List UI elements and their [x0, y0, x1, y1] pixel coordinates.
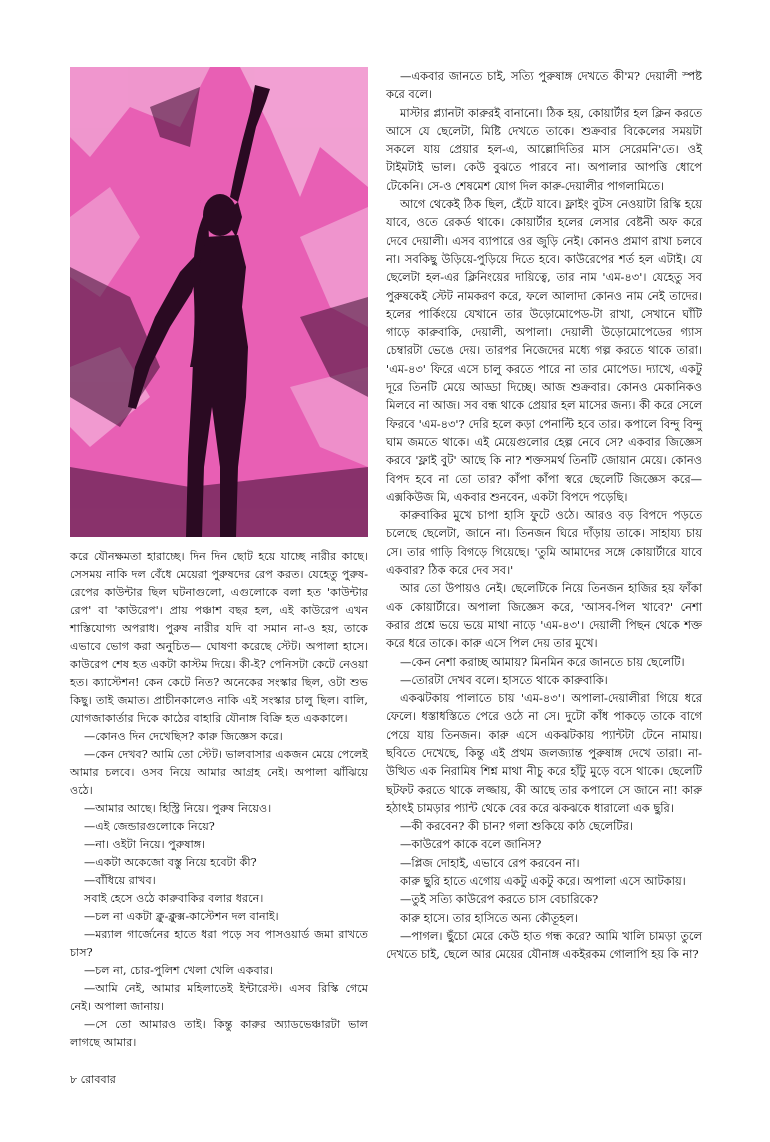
paragraph: কারু ছুরি হাতে এগোয় একটু একটু করে। অপালা এসে আটকায়।	[400, 874, 686, 889]
paragraph: সবাই হেসে ওঠে কারুবাকির বলার ধরনে।	[84, 892, 264, 905]
paragraph: —এই জেন্ডারগুলোকে নিয়ে?	[84, 820, 215, 833]
paragraph: —একটা অকেজো বস্তু নিয়ে হবেটা কী?	[84, 856, 257, 869]
paragraph: —একবার জানতে চাই, সত্যি পুরুষাঙ্গ দেখতে কী'ম? দেয়ালী স্পষ্ট করে বলে।	[386, 69, 702, 102]
paragraph: —কেন নেশা করাচ্ছ আমায়? মিনমিন করে জানতে চায় ছেলেটি।	[400, 654, 685, 669]
paragraph: কারুবাকির মুখে চাপা হাসি ফুটে ওঠে। আরও বড় বিপদে পড়তে চলেছে ছেলেটা, জানে না। তিনজন ঘিরে দাঁড়ায় তাকে। সাহায্য চায় সে। তার গাড়ি বিগড়ে গিয়েছে। 'তুমি আমাদের সঙ্গে কোয়ার্টারে যাবে একবার? ঠিক করে দেব সব।'	[386, 508, 702, 578]
paragraph: —তুই সত্যি কাউরেপ করতে চাস বেচারিকে?	[400, 892, 599, 907]
paragraph: —মর‍্যাল গার্জেনের হাতে ধরা পড়ে সব পাসওয়ার্ড জমা রাখতে চাস?	[70, 928, 368, 959]
paragraph: আগে থেকেই ঠিক ছিল, হেঁটে যাবে। ফ্লাইং বুটস নেওয়াটা রিস্কি হয়ে যাবে, ওতে রেকর্ড থাকে। কোয়ার্টার হলের লেসার বেষ্টনী অফ করে দেবে দেয়ালী। এসব ব্যাপারে ওর জুড়ি নেই। কোনও প্রমাণ রাখা চলবে না। সবকিছু উড়িয়ে-পুড়িয়ে দিতে হবে। কাউরেপের শর্ত হল এটাই। যে ছেলেটা হল-এর ক্লিনিংয়ের দায়িত্বে, তার নাম 'এম-৪৩'। যেহেতু সব পুরুষকেই স্টেট নামকরণ করে, ফলে আলাদা কোনও নাম নেই তাদের। হলের পার্কিংয়ে যেখানে তার উড়োমোপেড-টা রাখা, সেখানে ঘাঁটি গাড়ে কারুবাকি, দেয়ালী, অপালা। দেয়ালী উড়োমোপেডের গ্যাস চেম্বারটা ভেঙে দেয়। তারপর নিজেদের মধ্যে গল্প করতে থাকে তারা। 'এম-৪৩' ফিরে এসে চালু করতে পারে না তার মোপেড। দ্যাখে, একটু দূরে তিনটি মেয়ে আড্ডা দিচ্ছে। আজ শুক্রবার। কোনও মেকানিকও মিলবে না আজ। সব বন্ধ থাকে প্রেয়ার হল মাসের জন্য। কী করে সেলে ফিরবে 'এম-৪৩'? দেরি হলে কড়া পেনাল্টি হবে তার। কপালে বিন্দু বিন্দু ঘাম জমতে থাকে। এই মেয়েগুলোর হেল্প নেবে সে? একবার জিজ্ঞেস করবে 'ফ্লাই বুট' আছে কি না? শক্তসমর্থ তিনটি জোয়ান মেয়ে। কোনও বিপদ হবে না তো তার? কাঁপা কাঁপা স্বরে ছেলেটি জিজ্ঞেস করে— এক্সকিউজ মি, একবার শুনবেন, একটা বিপদে পড়েছি।	[386, 197, 702, 504]
page-folio: ৮ রোববার	[70, 1073, 116, 1086]
paragraph: —কোনও দিন দেখেছিস? কারু জিজ্ঞেস করে।	[84, 730, 283, 743]
article-column-left	[70, 548, 368, 1052]
paragraph: আর তো উপায়ও নেই। ছেলেটিকে নিয়ে তিনজন হাজির হয় ফাঁকা এক কোয়ার্টারে। অপালা জিজ্ঞেস করে, 'আসব-পিল খাবে?' নেশা করার প্রশ্নে ভয়ে ভয়ে মাথা নাড়ে 'এম-৪৩'। দেয়ালী পিছন থেকে শক্ত করে ধরে তাকে। কারু এসে পিল দেয় তার মুখে।	[386, 581, 702, 651]
paragraph: —কী করবেন? কী চান? গলা শুকিয়ে কাঠ ছেলেটির।	[400, 819, 633, 834]
paragraph: —পাগল। ছুঁচো মেরে কেউ হাত গন্ধ করে? আমি খালি চামড়া তুলে দেখতে চাই, ছেলে আর মেয়ের যৌনাঙ্গ একইরকম গোলাপি হয় কি না?	[386, 928, 702, 962]
article-column-right	[386, 67, 702, 964]
paragraph: করে যৌনক্ষমতা হারাচ্ছে। দিন দিন ছোট হয়ে যাচ্ছে নারীর কাছে। সেসময় নাকি দল বেঁধে মেয়েরা পুরুষদের রেপ করত। যেহেতু পুরুষ-রেপের কাউন্টার ছিল ঘটনাগুলো, এগুলোকে বলা হত 'কাউন্টার রেপ' বা 'কাউরেপ'। প্রায় পঞ্চাশ বছর হল, এই কাউরেপ এখন শাস্তিযোগ্য অপরাধ। পুরুষ নারীর যদি বা সমান না-ও হয়, তাকে এভাবে ভোগ করা অনুচিত— ঘোষণা করেছে স্টেট। অপালা হাসে। কাউরেপ শেষ হত একটা কাস্টম দিয়ে। কী-ই? পেনিসটা কেটে নেওয়া হত। ক্যাস্টেশন! কেন কেটে নিত? অনেকের সংস্কার ছিল, ওটা শুভ কিছু। তাই জমাত। প্রাচীনকালেও নাকি এই সংস্কার চালু ছিল। বালি, যোগজাকার্তার দিকে কাঠের বাহারি যৌনাঙ্গ বিক্রি হত এককালে।	[70, 550, 368, 725]
paragraph: কারু হাসে। তার হাসিতে অন্য কৌতূহল।	[400, 910, 578, 925]
paragraph: —চল না, চোর-পুলিশ খেলা খেলি একবার।	[84, 964, 274, 977]
paragraph: —সে তো আমারও তাই। কিন্তু কারুর অ্যাডভেঞ্চারটা ভাল লাগছে আমার।	[70, 1018, 368, 1049]
illustration-silhouette	[70, 67, 368, 537]
paragraph: —না। ওইটা নিয়ে। পুরুষাঙ্গ।	[84, 838, 206, 851]
paragraph: একঝটকায় পালাতে চায় 'এম-৪৩'। অপালা-দেয়ালীরা গিয়ে ধরে ফেলে। ধস্তাধস্তিতে পেরে ওঠে না সে। দুটো কাঁধ পাকড়ে তাকে বাগে পেয়ে যায় তিনজন। কারু এসে একঝটকায় প্যান্টটা টেনে নামায়। ছবিতে দেখেছে, কিন্তু এই প্রথম জলজ্যান্ত পুরুষাঙ্গ দেখে তারা। না-উত্থিত এক নিরামিষ শিশ্ন মাথা নীচু করে হাঁটু মুড়ে বসে থাকে। ছেলেটি ছটফট করতে থাকে লজ্জায়, কী আছে তার কপালে সে জানে না! কারু হঠাৎই চামড়ার প্যান্ট থেকে বের করে ঝকঝকে ধারালো এক ছুরি।	[386, 691, 702, 815]
silhouette-artwork	[70, 67, 368, 537]
paragraph: —প্লিজ দোহাই, এভাবে রেপ করবেন না।	[400, 855, 580, 870]
paragraph: —বাঁধিয়ে রাখব।	[84, 874, 156, 887]
paragraph: মাস্টার প্ল্যানটা কারুরই বানানো। ঠিক হয়, কোয়ার্টার হল ক্লিন করতে আসে যে ছেলেটা, মিষ্টি দেখতে তাকে। শুক্রবার বিকেলের সময়টা সকলে যায় প্রেয়ার হল-এ, আল্লোদিতির মাস সেরেমনি'তে। ওই টাইমটাই ভাল। কেউ বুঝতে পারবে না। অপালার আপত্তি ধোপে টেকেনি। সে-ও শেষমেশ যোগ দিল কারু-দেয়ালীর পাগলামিতে।	[386, 105, 702, 193]
paragraph: —আমার আছে। হিস্ট্রি নিয়ে। পুরুষ নিয়েও।	[84, 802, 272, 815]
paragraph: —কেন দেখব? আমি তো স্টেট। ভালবাসার একজন মেয়ে পেলেই আমার চলবে। ওসব নিয়ে আমার আগ্রহ নেই। অপালা ঝাঁঝিয়ে ওঠে।	[70, 748, 368, 797]
paragraph: —আমি নেই, আমার মহিলাতেই ইন্টারেস্ট। এসব রিস্কি গেমে নেই। অপালা জানায়।	[70, 982, 368, 1013]
paragraph: —তোরটা দেখব বলে। হাসতে থাকে কারুবাকি।	[400, 672, 608, 687]
paragraph: —কাউরেপ কাকে বলে জানিস?	[400, 837, 542, 852]
paragraph: —চল না একটা ক্লু-ক্লুক্স-কাস্টেশন দল বানাই।	[84, 910, 279, 923]
